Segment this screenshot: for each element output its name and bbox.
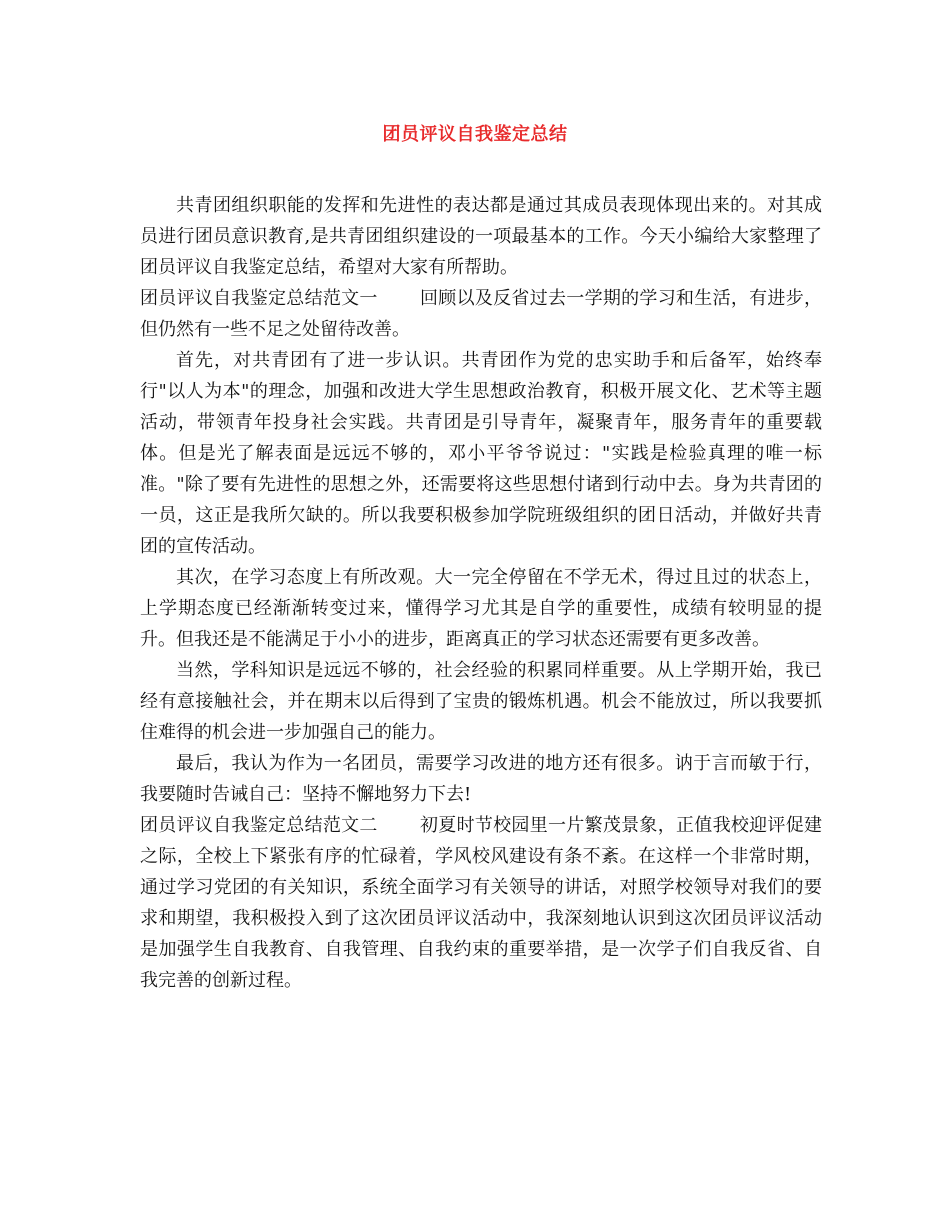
paragraph-third-point: 当然，学科知识是远远不够的，社会经验的积累同样重要。从上学期开始，我已经有意接触社会，并在期末以后得到了宝贵的锻炼机遇。机会不能放过，所以我要抓住难得的机会进一步加强自己的能力。 [140, 660, 822, 743]
section-two-text: 初夏时节校园里一片繁茂景象，正值我校迎评促建之际，全校上下紧张有序的忙碌着，学风校风建设有条不紊。在这样一个非常时期，通过学习党团的有关知识，系统全面学习有关领导的讲话，对照学校领导对我们的要求和期望，我积极投入到了这次团员评议活动中，我深刻地认识到这次团员评议活动是加强学生自我教育、自我管理、自我约束的重要举措，是一次学子们自我反省、自我完善的创新过程。 [140, 815, 823, 991]
section-heading-two: 团员评议自我鉴定总结范文二 [140, 815, 378, 836]
section-heading-one: 团员评议自我鉴定总结范文一 [140, 288, 378, 309]
paragraph-second-point: 其次，在学习态度上有所改观。大一完全停留在不学无术，得过且过的状态上，上学期态度已经渐渐转变过来，懂得学习尤其是自学的重要性，成绩有较明显的提升。但我还是不能满足于小小的进步，距离真正的学习状态还需要有更多改善。 [140, 567, 822, 650]
document-title: 团员评议自我鉴定总结 [382, 124, 568, 145]
paragraph-first-point: 首先，对共青团有了进一步认识。共青团作为党的忠实助手和后备军，始终奉行"以人为本"的理念，加强和改进大学生思想政治教育，积极开展文化、艺术等主题活动，带领青年投身社会实践。共青团是引导青年，凝聚青年，服务青年的重要载体。但是光了解表面是远远不够的，邓小平爷爷说过："实践是检验真理的唯一标准。"除了要有先进性的思想之外，还需要将这些思想付诸到行动中去。身为共青团的一员，这正是我所欠缺的。所以我要积极参加学院班级组织的团日活动，并做好共青团的宣传活动。 [140, 350, 822, 557]
section-one-paragraph [140, 283, 822, 345]
paragraph-intro: 共青团组织职能的发挥和先进性的表达都是通过其成员表现体现出来的。对其成员进行团员意识教育,是共青团组织建设的一项最基本的工作。今天小编给大家整理了团员评议自我鉴定总结，希望对大家有所帮助。 [140, 195, 822, 278]
paragraph-final-point: 最后，我认为作为一名团员，需要学习改进的地方还有很多。讷于言而敏于行，我要随时告诫自己：坚持不懈地努力下去! [140, 753, 822, 805]
document-body [140, 190, 822, 996]
section-one-text: 回顾以及反省过去一学期的学习和生活，有进步，但仍然有一些不足之处留待改善。 [140, 288, 823, 340]
section-two-paragraph [140, 810, 822, 996]
